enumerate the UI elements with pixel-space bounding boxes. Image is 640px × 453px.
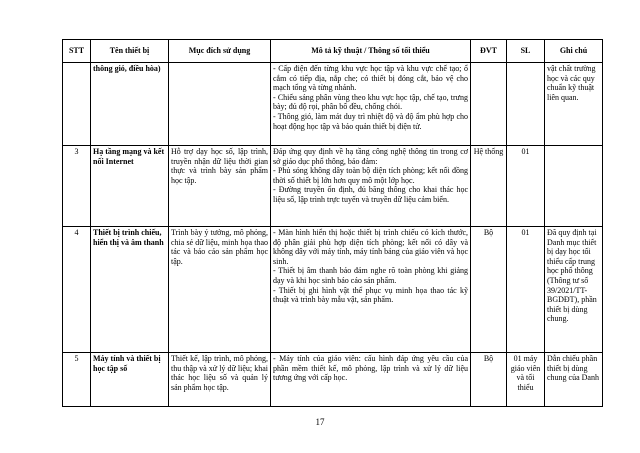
spec-line: - Thiết bị ghi hình vật thể phục vụ minh họa thao tác kỹ thuật và trình bày mẫu vật, sản phẩm. bbox=[273, 285, 468, 305]
row-note bbox=[545, 146, 603, 227]
table-row bbox=[63, 63, 603, 146]
row-stt: 3 bbox=[63, 146, 91, 227]
spec-line: - Máy tính của giáo viên: cấu hình đáp ứng yêu cầu của phần mềm thiết kế, mô phỏng, lập trình và xử lý dữ liệu tương ứng với cấp học. bbox=[273, 354, 468, 383]
row-qty: 01 bbox=[507, 146, 545, 227]
row-name: Máy tính và thiết bị học tập số bbox=[91, 353, 169, 407]
row-name: Thiết bị trình chiếu, hiển thị và âm thanh bbox=[91, 227, 169, 353]
spec-line: Đáp ứng quy định về hạ tầng công nghệ thông tin trong cơ sở giáo dục phổ thông, bảo đảm: bbox=[273, 147, 468, 166]
header-qty: SL bbox=[507, 40, 545, 63]
spec-line: - Thông gió, làm mát duy trì nhiệt độ và độ ẩm phù hợp cho hoạt động học tập và bảo quản thiết bị điện tử. bbox=[273, 111, 468, 131]
header-stt: STT bbox=[63, 40, 91, 63]
row-spec bbox=[271, 63, 471, 146]
spec-line: - Màn hình hiển thị hoặc thiết bị trình chiếu có kích thước, độ phân giải phù hợp diện tích phòng; kết nối có dây và không dây với máy tính, máy tính bảng của giáo viên và học sinh. bbox=[273, 228, 468, 266]
row-unit: Hệ thống bbox=[471, 146, 507, 227]
page-number: 17 bbox=[315, 417, 325, 427]
row-purpose: Thiết kế, lập trình, mô phỏng, thu thập và xử lý dữ liệu; khai thác học liệu số và quản lý sản phẩm học tập. bbox=[169, 353, 271, 407]
header-purpose: Mục đích sử dụng bbox=[169, 40, 271, 63]
row-unit: Bộ bbox=[471, 227, 507, 353]
row-stt: 4 bbox=[63, 227, 91, 353]
header-note: Ghi chú bbox=[545, 40, 603, 63]
table-row bbox=[63, 227, 603, 353]
spec-line: - Phủ sóng không dây toàn bộ diện tích phòng; kết nối đồng thời số thiết bị lớn hơn quy mô một lớp học. bbox=[273, 166, 468, 185]
row-spec bbox=[271, 146, 471, 227]
spec-line: - Đường truyền ổn định, đủ băng thông cho khai thác học liệu số, lập trình trực tuyến và truyền dữ liệu cảm biến. bbox=[273, 185, 468, 204]
row-qty bbox=[507, 63, 545, 146]
header-unit: ĐVT bbox=[471, 40, 507, 63]
row-stt bbox=[63, 63, 91, 146]
row-name: Hạ tầng mạng và kết nối Internet bbox=[91, 146, 169, 227]
spec-line: - Chiếu sáng phân vùng theo khu vực học tập, chế tạo, trưng bày; đủ độ rọi, phân bố đều, chống chói. bbox=[273, 92, 468, 112]
header-name: Tên thiết bị bbox=[91, 40, 169, 63]
row-spec bbox=[271, 227, 471, 353]
spec-line: - Thiết bị âm thanh bảo đảm nghe rõ toàn phòng khi giảng dạy và khi học sinh báo cáo sản phẩm. bbox=[273, 266, 468, 285]
row-note: Đã quy định tại Danh mục thiết bị dạy học tối thiểu cấp trung học phổ thông (Thông tư số 39/2021/TT-BGDĐT), phần thiết bị dùng chung. bbox=[545, 227, 603, 353]
row-spec bbox=[271, 353, 471, 407]
header-spec: Mô tả kỹ thuật / Thông số tối thiểu bbox=[271, 40, 471, 63]
row-name: thông gió, điều hòa) bbox=[91, 63, 169, 146]
row-note: vật chất trường học và các quy chuẩn kỹ thuật liên quan. bbox=[545, 63, 603, 146]
table-row bbox=[63, 353, 603, 407]
row-unit bbox=[471, 63, 507, 146]
row-purpose bbox=[169, 63, 271, 146]
row-qty: 01 bbox=[507, 227, 545, 353]
row-unit: Bộ bbox=[471, 353, 507, 407]
row-purpose: Trình bày ý tưởng, mô phỏng, chia sẻ dữ liệu, minh họa thao tác và báo cáo sản phẩm học tập. bbox=[169, 227, 271, 353]
table-row bbox=[63, 146, 603, 227]
row-stt: 5 bbox=[63, 353, 91, 407]
row-purpose: Hỗ trợ dạy học số, lập trình, truyền nhận dữ liệu thời gian thực và trình bày sản phẩm học tập. bbox=[169, 146, 271, 227]
equipment-table bbox=[62, 39, 603, 407]
row-qty: 01 máy giáo viên và tối thiểu bbox=[507, 353, 545, 407]
table-header-row bbox=[63, 40, 603, 63]
spec-line: - Cấp điện đến từng khu vực học tập và khu vực chế tạo; ổ cắm có tiếp địa, nắp che; có thiết bị đóng cắt, bảo vệ cho mạch tổng và từng nhánh. bbox=[273, 64, 468, 93]
row-note: Dẫn chiếu phần thiết bị dùng chung của Danh bbox=[545, 353, 603, 407]
